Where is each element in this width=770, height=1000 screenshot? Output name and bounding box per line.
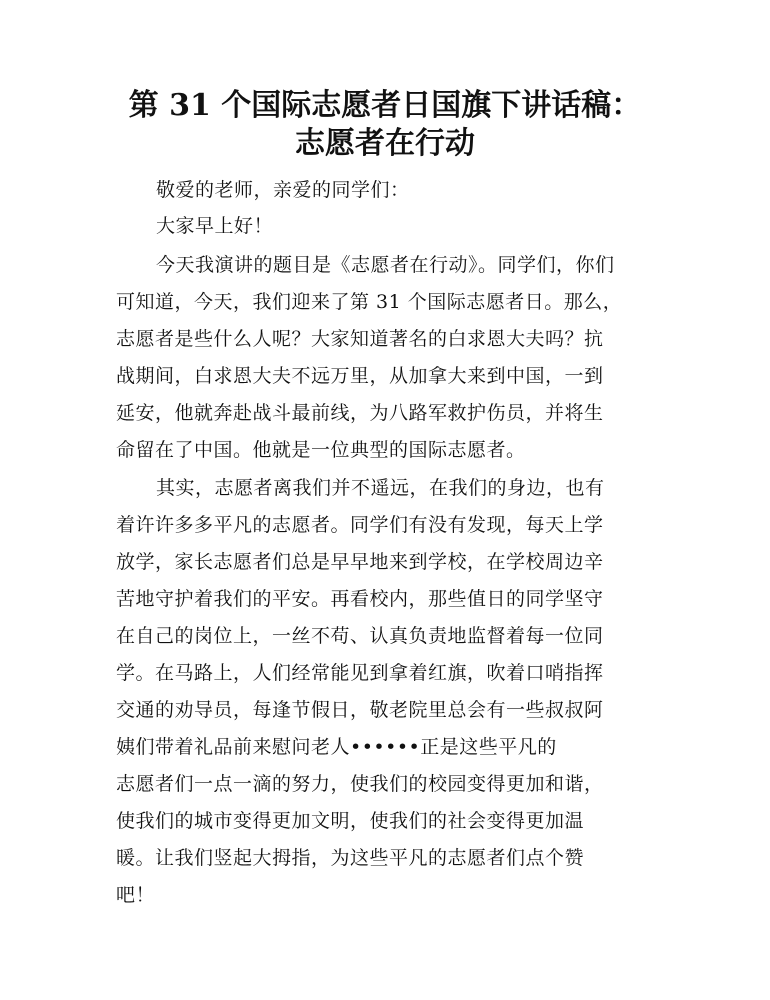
paragraph-line: 使我们的城市变得更加文明，使我们的社会变得更加温 <box>116 810 585 832</box>
paragraph-line: 学。在马路上，人们经常能见到拿着红旗，吹着口哨指挥 <box>116 662 604 684</box>
paragraph-line: 战期间，白求恩大夫不远万里，从加拿大来到中国，一到 <box>116 365 604 387</box>
paragraph-line: 暖。让我们竖起大拇指，为这些平凡的志愿者们点个赞 <box>116 847 585 869</box>
paragraph-line: 今天我演讲的题目是《志愿者在行动》。同学们，你们 <box>156 254 615 276</box>
paragraph-line: 志愿者们一点一滴的努力，使我们的校园变得更加和谐， <box>116 773 604 795</box>
greeting: 大家早上好！ <box>156 215 274 237</box>
paragraph-line: 其实，志愿者离我们并不遥远，在我们的身边，也有 <box>156 477 605 499</box>
paragraph-line: 姨们带着礼品前来慰问老人••••••正是这些平凡的 <box>116 736 557 758</box>
paragraph-line: 放学，家长志愿者们总是早早地来到学校，在学校周边辛 <box>116 551 604 573</box>
paragraph-line: 延安，他就奔赴战斗最前线，为八路军救护伤员，并将生 <box>116 402 604 424</box>
paragraph-line: 志愿者是些什么人呢？大家知道著名的白求恩大夫吗？抗 <box>116 328 604 350</box>
document-title-line-1: 第 31 个国际志愿者日国旗下讲话稿： <box>128 88 642 123</box>
paragraph-line: 着许许多多平凡的志愿者。同学们有没有发现，每天上学 <box>116 514 604 536</box>
salutation: 敬爱的老师，亲爱的同学们： <box>156 179 410 201</box>
paragraph-line: 可知道，今天，我们迎来了第 31 个国际志愿者日。那么， <box>116 291 623 313</box>
document-title-line-2: 志愿者在行动 <box>295 126 475 161</box>
paragraph-line: 交通的劝导员，每逢节假日，敬老院里总会有一些叔叔阿 <box>116 699 604 721</box>
paragraph-line: 在自己的岗位上，一丝不苟、认真负责地监督着每一位同 <box>116 625 604 647</box>
paragraph-line: 吧！ <box>116 884 156 906</box>
paragraph-line: 苦地守护着我们的平安。再看校内，那些值日的同学坚守 <box>116 588 604 610</box>
paragraph-line: 命留在了中国。他就是一位典型的国际志愿者。 <box>116 439 526 461</box>
